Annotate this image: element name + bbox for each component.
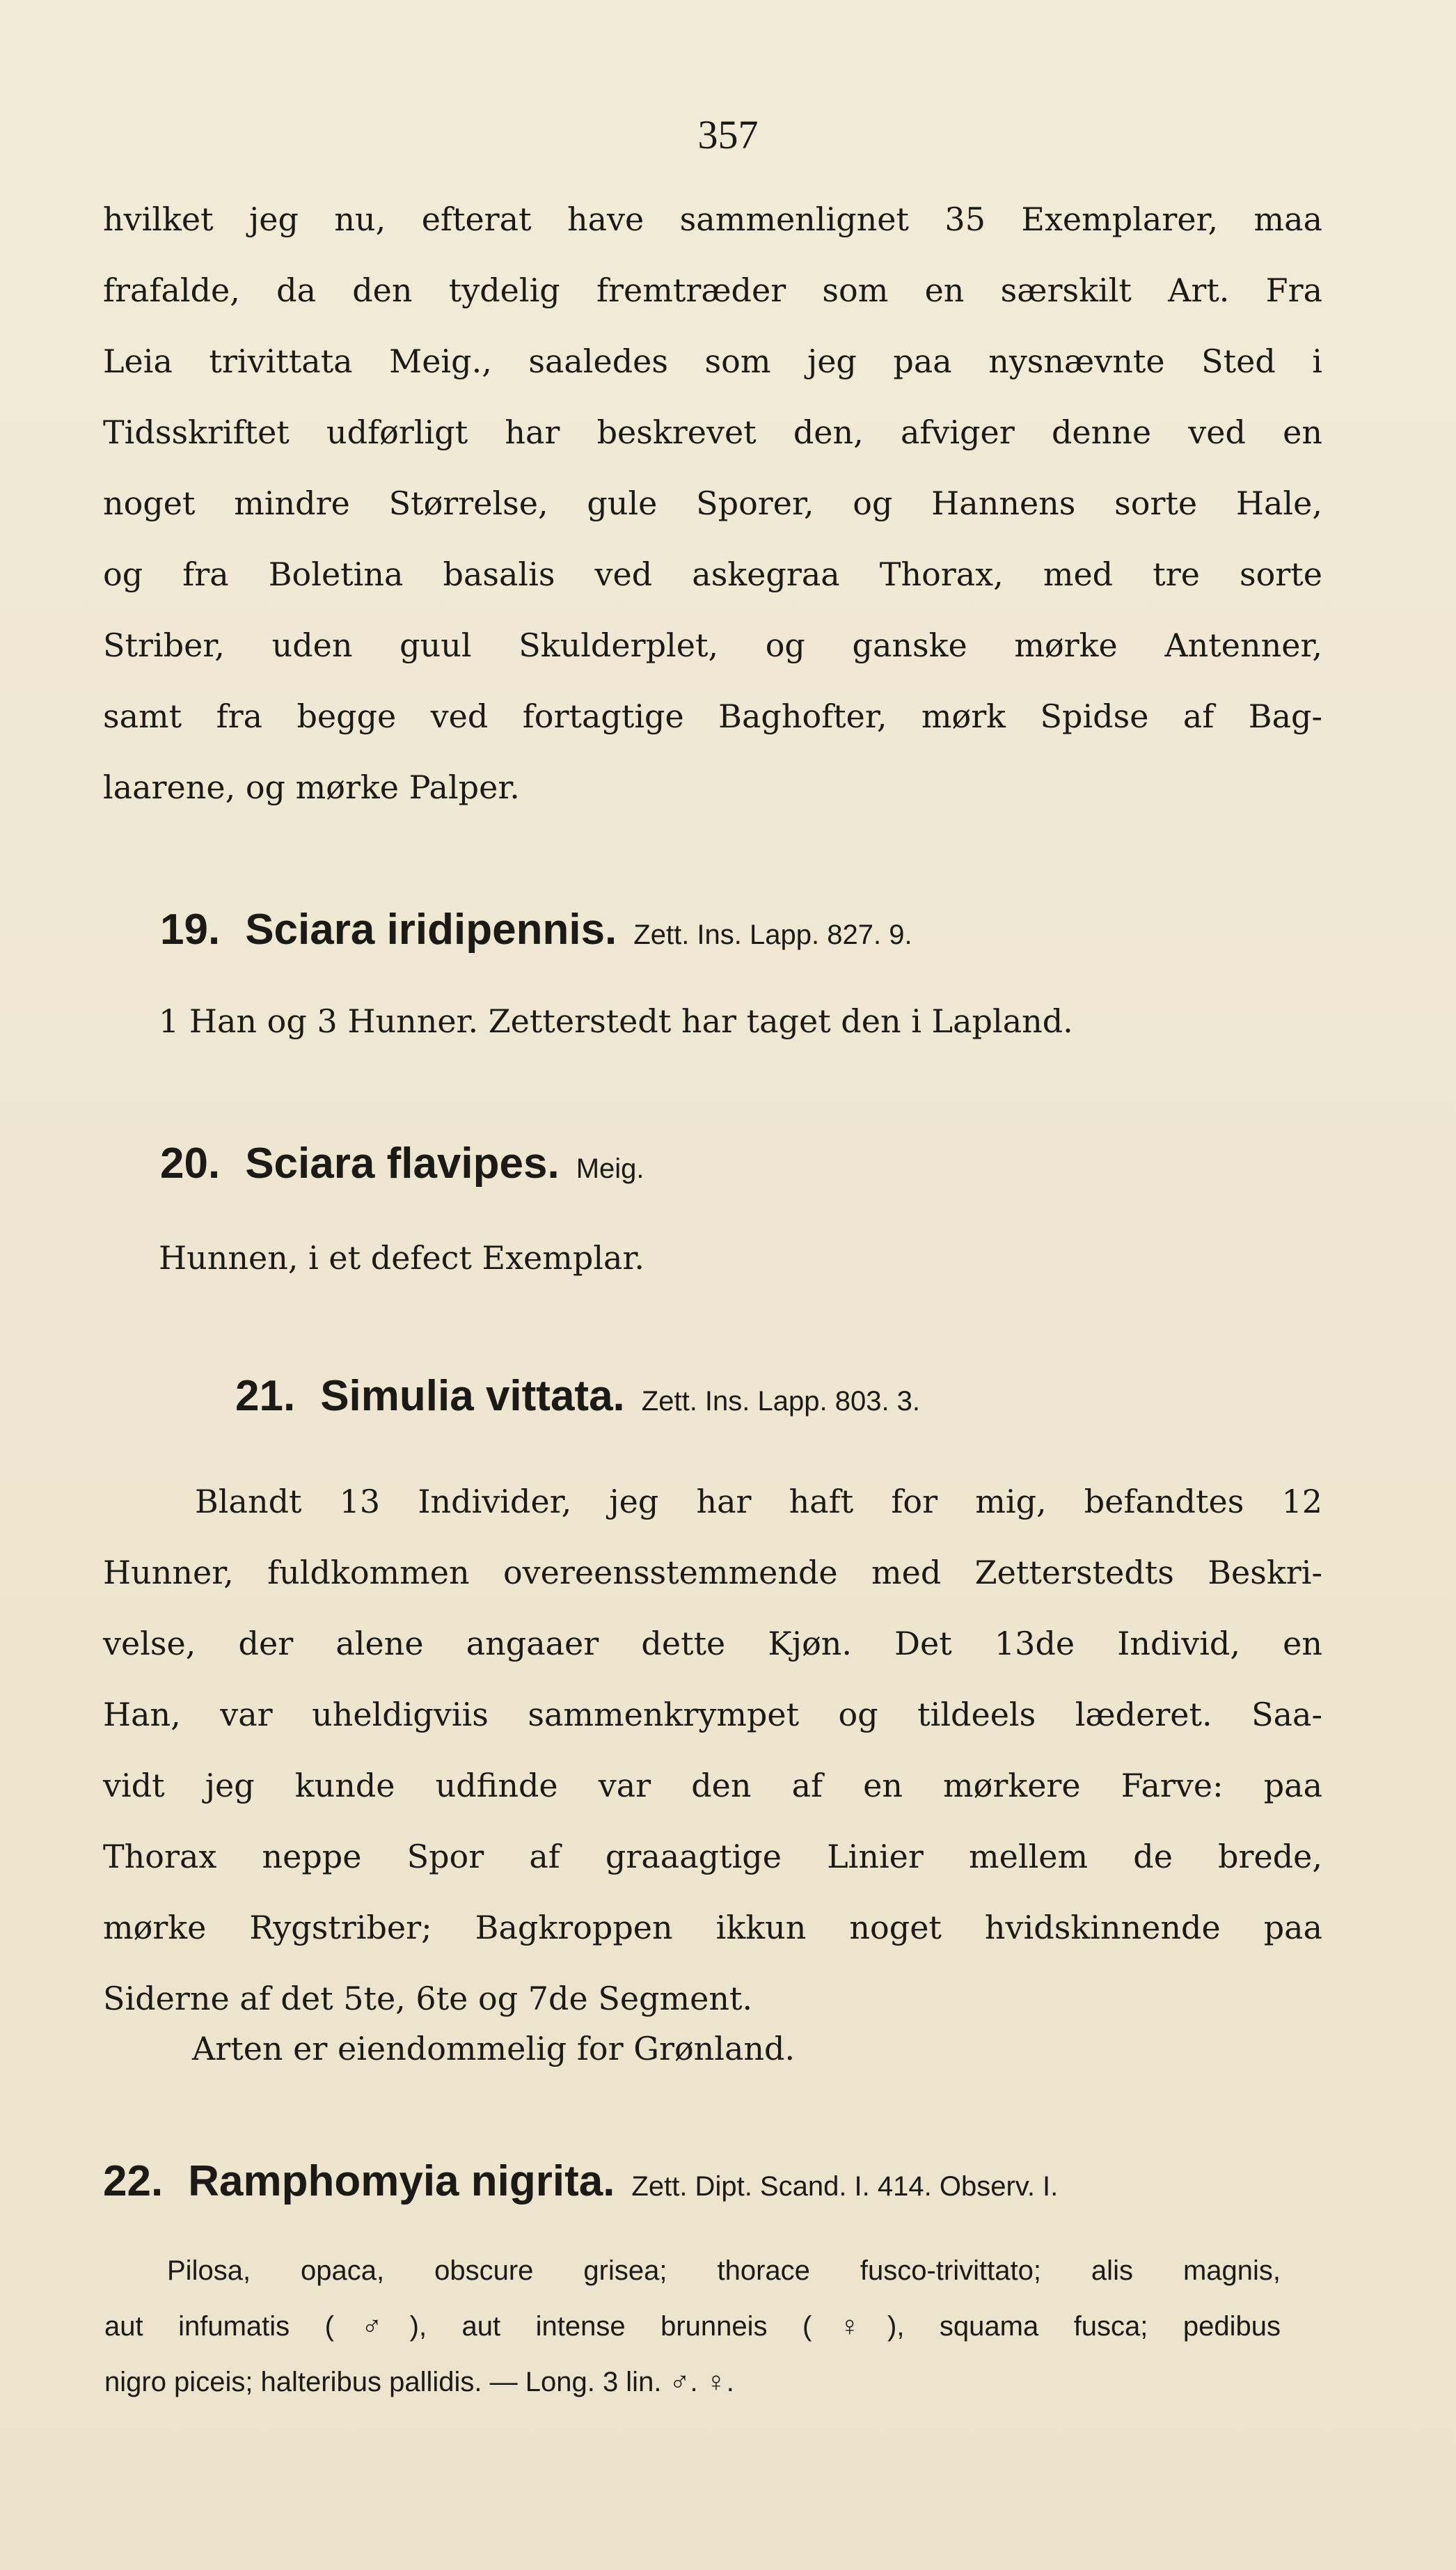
text-line: Leia trivittata Meig., saaledes som jeg paa nysnævnte Sted i	[103, 342, 1322, 380]
text-line: laarene, og mørke Palper.	[103, 768, 520, 806]
text-line: Striber, uden guul Skulderplet, og ganske mørke Antenner,	[103, 626, 1322, 664]
species-reference: Zett. Dipt. Scand. I. 414. Observ. I.	[631, 2171, 1059, 2202]
text-line: Han, var uheldigviis sammenkrympet og tildeels læderet. Saa-	[103, 1696, 1322, 1733]
species-name: Simulia vittata.	[320, 1372, 625, 1420]
text-line: aut infumatis (♂), aut intense brunneis (♀), squama fusca; pedibus	[104, 2311, 1281, 2342]
species-name: Ramphomyia nigrita.	[188, 2157, 615, 2205]
species-reference: Zett. Ins. Lapp. 827. 9.	[633, 920, 912, 950]
text-line: Tidsskriftet udførligt har beskrevet den, afviger denne ved en	[103, 413, 1322, 451]
text-line: frafalde, da den tydelig fremtræder som en særskilt Art. Fra	[103, 271, 1322, 309]
species-paragraph-21	[103, 1466, 1322, 2034]
species-reference: Zett. Ins. Lapp. 803. 3.	[641, 1386, 921, 1417]
species-number: 19.	[160, 906, 221, 954]
species-closing-21: Arten er eiendommelig for Grønland.	[192, 2030, 796, 2067]
text-line: nigro piceis; halteribus pallidis. — Long. 3 lin. ♂. ♀.	[104, 2367, 734, 2397]
species-diagnosis-22	[104, 2243, 1281, 2410]
species-number: 21.	[235, 1372, 296, 1420]
text-line: vidt jeg kunde udfinde var den af en mørkere Farve: paa	[103, 1767, 1322, 1804]
text-line: Hunner, fuldkommen overeensstemmende med Zetterstedts Beskri-	[103, 1554, 1322, 1591]
species-number: 22.	[103, 2157, 164, 2205]
species-heading-20	[160, 1139, 1343, 1188]
species-name: Sciara flavipes.	[245, 1140, 560, 1188]
text-line: Thorax neppe Spor af graaagtige Linier mellem de brede,	[103, 1838, 1322, 1875]
text-line: noget mindre Størrelse, gule Sporer, og Hannens sorte Hale,	[103, 484, 1322, 522]
text-line: samt fra begge ved fortagtige Baghofter, mørk Spidse af Bag-	[103, 697, 1322, 735]
text-line: velse, der alene angaaer dette Kjøn. Det 13de Individ, en	[103, 1625, 1322, 1662]
text-line: Siderne af det 5te, 6te og 7de Segment.	[103, 1980, 753, 2017]
species-reference: Meig.	[576, 1153, 644, 1184]
species-note-19: 1 Han og 3 Hunner. Zetterstedt har taget den i Lapland.	[159, 1002, 1073, 1040]
species-heading-21	[235, 1371, 1418, 1421]
intro-paragraph	[103, 184, 1322, 823]
text-line: hvilket jeg nu, efterat have sammenlignet 35 Exemplarer, maa	[103, 200, 1322, 238]
page-number: 357	[697, 112, 759, 157]
text-line: Pilosa, opaca, obscure grisea; thorace fusco-trivittato; alis magnis,	[167, 2255, 1281, 2286]
species-note-20: Hunnen, i et defect Exemplar.	[159, 1239, 645, 1277]
text-line: og fra Boletina basalis ved askegraa Thorax, med tre sorte	[103, 555, 1322, 593]
species-heading-22	[103, 2157, 1286, 2206]
species-name: Sciara iridipennis.	[245, 906, 617, 954]
species-heading-19	[160, 905, 1343, 954]
text-line: mørke Rygstriber; Bagkroppen ikkun noget hvidskinnende paa	[103, 1909, 1322, 1946]
species-number: 20.	[160, 1140, 221, 1188]
text-line: Blandt 13 Individer, jeg har haft for mig, befandtes 12	[195, 1483, 1322, 1520]
